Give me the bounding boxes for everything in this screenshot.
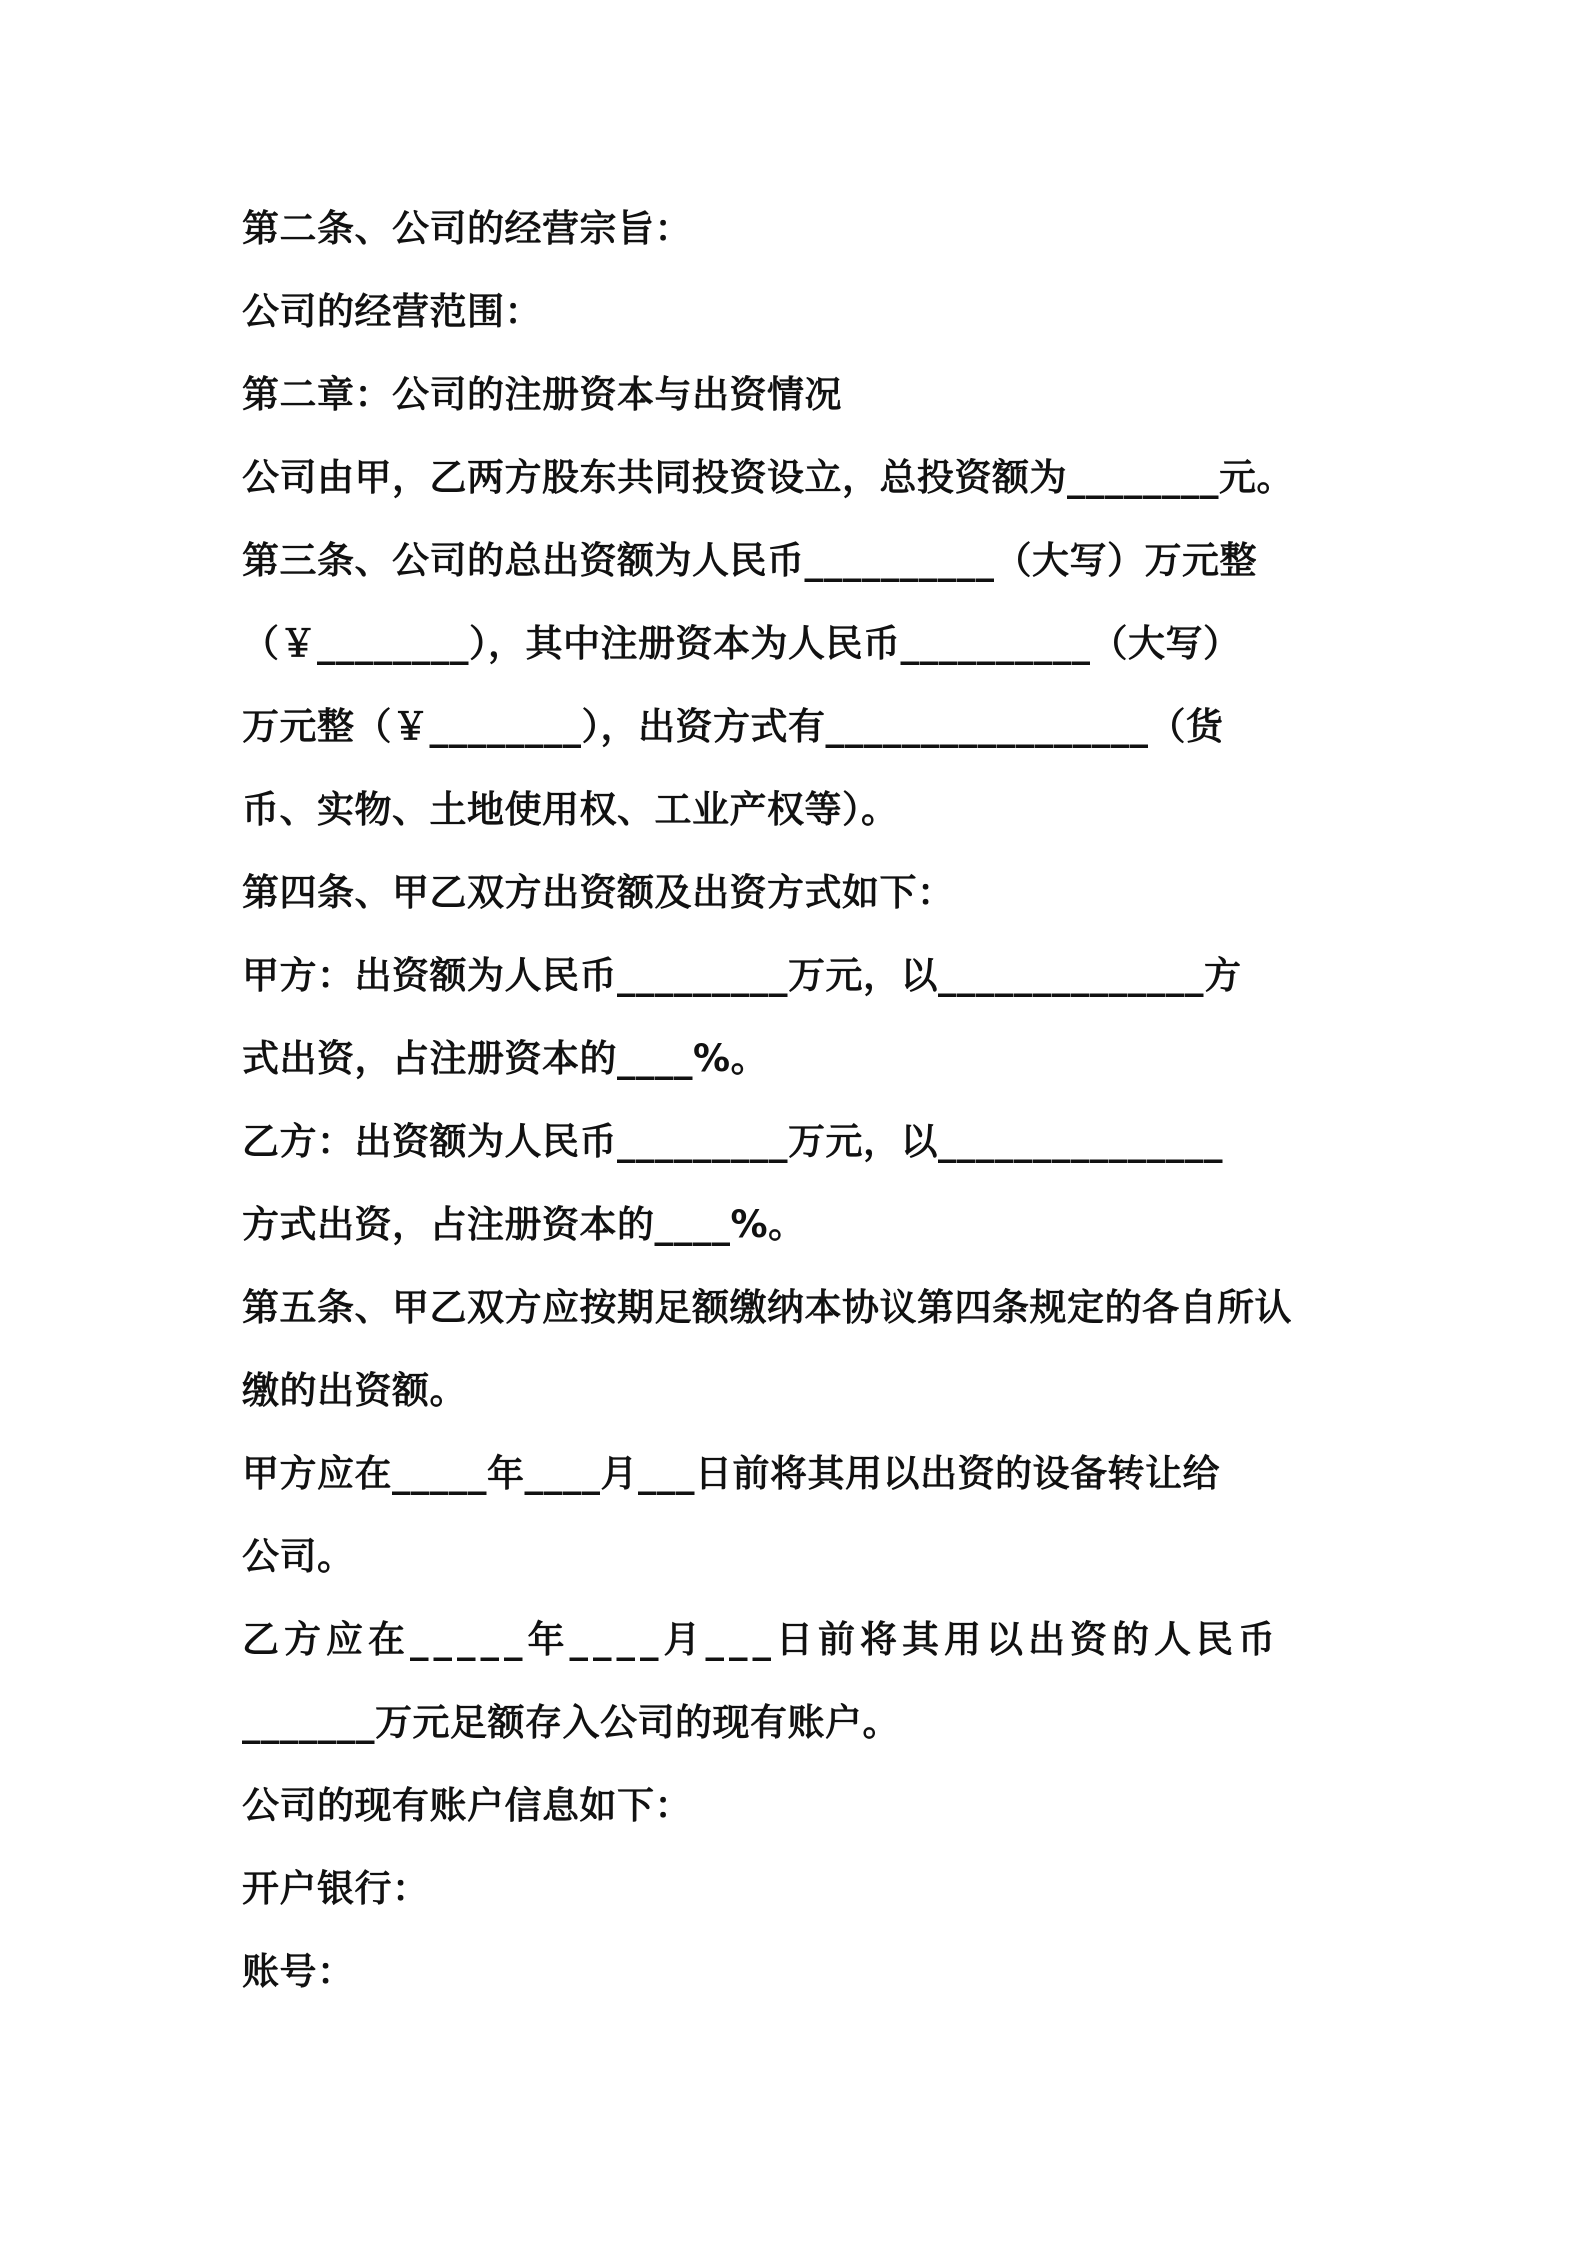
- party-b-contribution-line-2: 方式出资，占注册资本的____%。: [242, 1203, 806, 1246]
- article-3-line-1: 第三条、公司的总出资额为人民币__________（大写）万元整: [242, 539, 1257, 582]
- party-b-deadline-line-2: _______万元足额存入公司的现有账户。: [242, 1701, 900, 1744]
- party-a-contribution-line-1: 甲方：出资额为人民币_________万元，以______________方: [242, 954, 1242, 997]
- party-a-deadline-line-1: 甲方应在_____年____月___日前将其用以出资的设备转让给: [242, 1452, 1220, 1495]
- business-scope: 公司的经营范围：: [242, 290, 542, 333]
- article-2-purpose: 第二条、公司的经营宗旨：: [242, 207, 692, 250]
- party-b-deadline-line-1: 乙方应在_____年____月___日前将其用以出资的人民币: [242, 1618, 1280, 1661]
- article-3-line-3: 万元整（￥________），出资方式有_________________（货: [242, 705, 1224, 748]
- article-4-heading: 第四条、甲乙双方出资额及出资方式如下：: [242, 871, 955, 914]
- chapter-2-heading: 第二章：公司的注册资本与出资情况: [242, 373, 842, 416]
- party-a-contribution-line-2: 式出资，占注册资本的____%。: [242, 1037, 769, 1080]
- article-5-line-1: 第五条、甲乙双方应按期足额缴纳本协议第四条规定的各自所认: [242, 1286, 1292, 1329]
- bank-name-label: 开户银行：: [242, 1867, 430, 1910]
- account-info-heading: 公司的现有账户信息如下：: [242, 1784, 692, 1827]
- account-number-label: 账号：: [242, 1950, 355, 1993]
- party-b-contribution-line-1: 乙方：出资额为人民币_________万元，以_______________: [242, 1120, 1223, 1163]
- total-investment-line: 公司由甲，乙两方股东共同投资设立，总投资额为________元。: [242, 456, 1294, 499]
- party-a-deadline-line-2: 公司。: [242, 1535, 355, 1578]
- article-5-line-2: 缴的出资额。: [242, 1369, 467, 1412]
- article-3-line-4: 币、实物、土地使用权、工业产权等）。: [242, 788, 899, 831]
- article-3-line-2: （￥________），其中注册资本为人民币__________（大写）: [242, 622, 1241, 665]
